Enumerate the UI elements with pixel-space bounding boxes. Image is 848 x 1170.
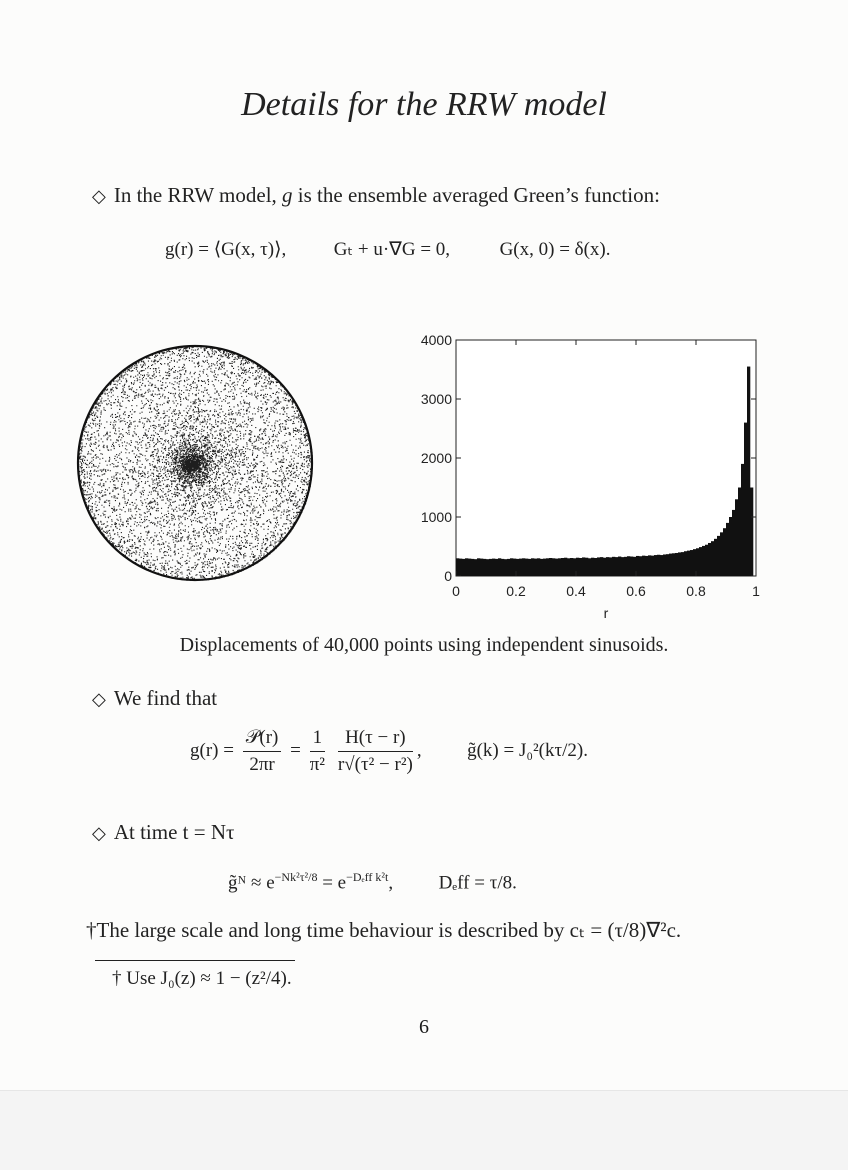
fraction-denominator: π² (309, 754, 325, 775)
histogram-bar (501, 559, 504, 576)
histogram-bar (504, 559, 507, 576)
eq1-part-b: Gₜ + u·∇G = 0, (333, 239, 451, 260)
histogram-bar (567, 558, 570, 576)
histogram-bar (687, 551, 690, 576)
histogram-bar (591, 558, 594, 576)
histogram-bar (750, 488, 753, 577)
fraction-p-over-2pir (243, 727, 282, 776)
histogram-bar (651, 556, 654, 576)
histogram-bar (474, 559, 477, 576)
histogram-bar (624, 557, 627, 576)
histogram-bar (714, 539, 717, 576)
bullet1-var: g (282, 183, 293, 207)
bullet-we-find (92, 686, 217, 711)
histogram-bar (486, 559, 489, 576)
histogram-bar (645, 556, 648, 576)
footnote-rule (95, 960, 295, 961)
x-tick-label: 0.2 (506, 583, 526, 599)
histogram-bar (570, 558, 573, 576)
diamond-bullet-icon: ◇ (92, 823, 106, 843)
diamond-bullet-icon: ◇ (92, 689, 106, 709)
histogram-bar (630, 557, 633, 576)
histogram-bar (588, 558, 591, 576)
fraction-numerator: 𝒫(r) (243, 727, 282, 752)
histogram-bar (477, 558, 480, 576)
eq3-part-a: g̃ᴺ ≈ e (228, 872, 275, 894)
histogram-bar (726, 523, 729, 576)
histogram-bar (657, 555, 660, 576)
histogram-bar (735, 499, 738, 576)
eq2-rhs: g̃(k) = J₀²(kτ/2). (467, 739, 588, 761)
figure-caption: Displacements of 40,000 points using independent sinusoids. (179, 634, 669, 656)
y-tick-label: 0 (444, 568, 452, 584)
histogram-bar (684, 551, 687, 576)
y-tick-label: 2000 (420, 450, 452, 466)
eq1-part-a: g(r) = ⟨G(x, τ)⟩, (165, 239, 287, 260)
histogram-bar (507, 559, 510, 576)
fraction-numerator: H(τ − r) (338, 727, 413, 752)
histogram-bar (678, 552, 681, 576)
histogram-bar (642, 556, 645, 576)
x-tick-label: 0.8 (686, 583, 706, 599)
eq3-part-a-exponent: −Nk²τ²/8 (274, 870, 318, 884)
histogram-bar (711, 541, 714, 576)
histogram-bar (690, 550, 693, 576)
histogram-bar (702, 546, 705, 576)
histogram-bar (564, 558, 567, 576)
y-tick-label: 1000 (420, 509, 452, 525)
histogram-bar (555, 559, 558, 576)
histogram-bar (597, 557, 600, 576)
histogram-bar (537, 558, 540, 576)
histogram-bar (747, 367, 750, 576)
histogram-bar (720, 532, 723, 576)
histogram-bar (717, 536, 720, 576)
histogram-bar (585, 558, 588, 576)
histogram-bar (699, 547, 702, 576)
histogram-bar (558, 558, 561, 576)
histogram-bar (483, 559, 486, 576)
bullet1-suffix: is the ensemble averaged Green’s function: (292, 183, 660, 207)
histogram-bar (609, 557, 612, 576)
histogram-bar (729, 517, 732, 576)
histogram-bar (723, 528, 726, 576)
bullet-at-time (92, 820, 234, 845)
x-tick-label: 1 (752, 583, 760, 599)
x-axis-label: r (603, 605, 609, 621)
histogram-bar (639, 556, 642, 576)
histogram-bar (648, 555, 651, 576)
bullet1-prefix: In the RRW model, (113, 183, 283, 207)
histogram-bar (519, 559, 522, 576)
fraction-denominator: r√(τ² − r²) (337, 754, 413, 775)
histogram-bar (531, 558, 534, 576)
histogram-bar (528, 559, 531, 576)
histogram-bar (738, 488, 741, 577)
footnote: † Use J₀(z) ≈ 1 − (z²/4). (112, 968, 292, 989)
histogram-bar (603, 558, 606, 576)
eq3-part-c: Dₑff = τ/8. (438, 872, 517, 894)
eq3-comma: , (388, 872, 394, 894)
equation-g-of-r (190, 727, 588, 776)
histogram-bar (459, 559, 462, 576)
fraction-numerator: 1 (310, 727, 326, 752)
fraction-denominator: 2πr (249, 754, 275, 775)
histogram-bar (681, 552, 684, 576)
fraction-heaviside (338, 727, 413, 776)
histogram-bar (615, 557, 618, 576)
histogram-bar (561, 558, 564, 576)
y-tick-label: 3000 (420, 391, 452, 407)
histogram-bar (654, 555, 657, 576)
histogram-bar (543, 559, 546, 576)
histogram-bar (708, 543, 711, 576)
x-tick-label: 0 (452, 583, 460, 599)
histogram-bar (471, 559, 474, 576)
histogram-bar (621, 557, 624, 576)
eq2-lhs: g(r) = (190, 739, 234, 761)
histogram-bar (741, 464, 744, 576)
dagger-statement: †The large scale and long time behaviour is described by cₜ = (τ/8)∇²c. (86, 918, 682, 942)
x-tick-label: 0.4 (566, 583, 586, 599)
fraction-one-over-pi2 (310, 727, 326, 776)
histogram-bar (666, 554, 669, 576)
histogram-bar (606, 557, 609, 576)
histogram-bar (744, 423, 747, 576)
histogram-bar (552, 558, 555, 576)
page-bottom-margin (0, 1090, 848, 1170)
histogram-bar (465, 558, 468, 576)
histogram-bar (492, 559, 495, 576)
histogram-bar (489, 559, 492, 576)
histogram-bar (498, 558, 501, 576)
x-tick-label: 0.6 (626, 583, 646, 599)
histogram-bar (618, 557, 621, 576)
histogram-bar (612, 557, 615, 576)
histogram-bar (546, 558, 549, 576)
histogram-bar (540, 559, 543, 576)
histogram-bar (462, 559, 465, 576)
histogram-bar (534, 559, 537, 576)
histogram-chart (404, 325, 784, 625)
histogram-bar (669, 554, 672, 576)
histogram-bar (579, 558, 582, 576)
equation-green-function (165, 238, 611, 261)
histogram-bar (480, 559, 483, 576)
bullet2-text: We find that (113, 686, 218, 710)
histogram-bar (705, 545, 708, 576)
histogram-bar (594, 558, 597, 576)
scatter-disk-plot (70, 338, 320, 588)
bullet3-text: At time t = Nτ (113, 820, 235, 844)
bullet-rrw-model (92, 183, 660, 208)
plot-area (456, 340, 756, 576)
histogram-bar (510, 558, 513, 576)
histogram-bar (549, 558, 552, 576)
histogram-bar (582, 557, 585, 576)
eq3-part-b: = e (322, 872, 347, 894)
histogram-bar (468, 559, 471, 576)
histogram-bar (522, 558, 525, 576)
histogram-bar (663, 554, 666, 576)
histogram-bar (672, 553, 675, 576)
equation-diffusion (228, 870, 517, 894)
histogram-bar (675, 553, 678, 576)
eq1-part-c: G(x, 0) = δ(x). (499, 239, 611, 260)
page-number: 6 (419, 1016, 429, 1038)
eq2-comma: , (416, 739, 422, 761)
histogram-bar (525, 559, 528, 576)
eq3-part-b-exponent: −Dₑff k²t (346, 870, 389, 884)
y-tick-label: 4000 (420, 332, 452, 348)
histogram-bar (495, 559, 498, 576)
histogram-bar (627, 556, 630, 576)
histogram-bar (660, 555, 663, 576)
eq2-equals: = (290, 739, 301, 761)
diamond-bullet-icon: ◇ (92, 186, 106, 206)
histogram-bar (732, 510, 735, 576)
page-title: Details for the RRW model (241, 86, 607, 123)
histogram-bar (600, 557, 603, 576)
